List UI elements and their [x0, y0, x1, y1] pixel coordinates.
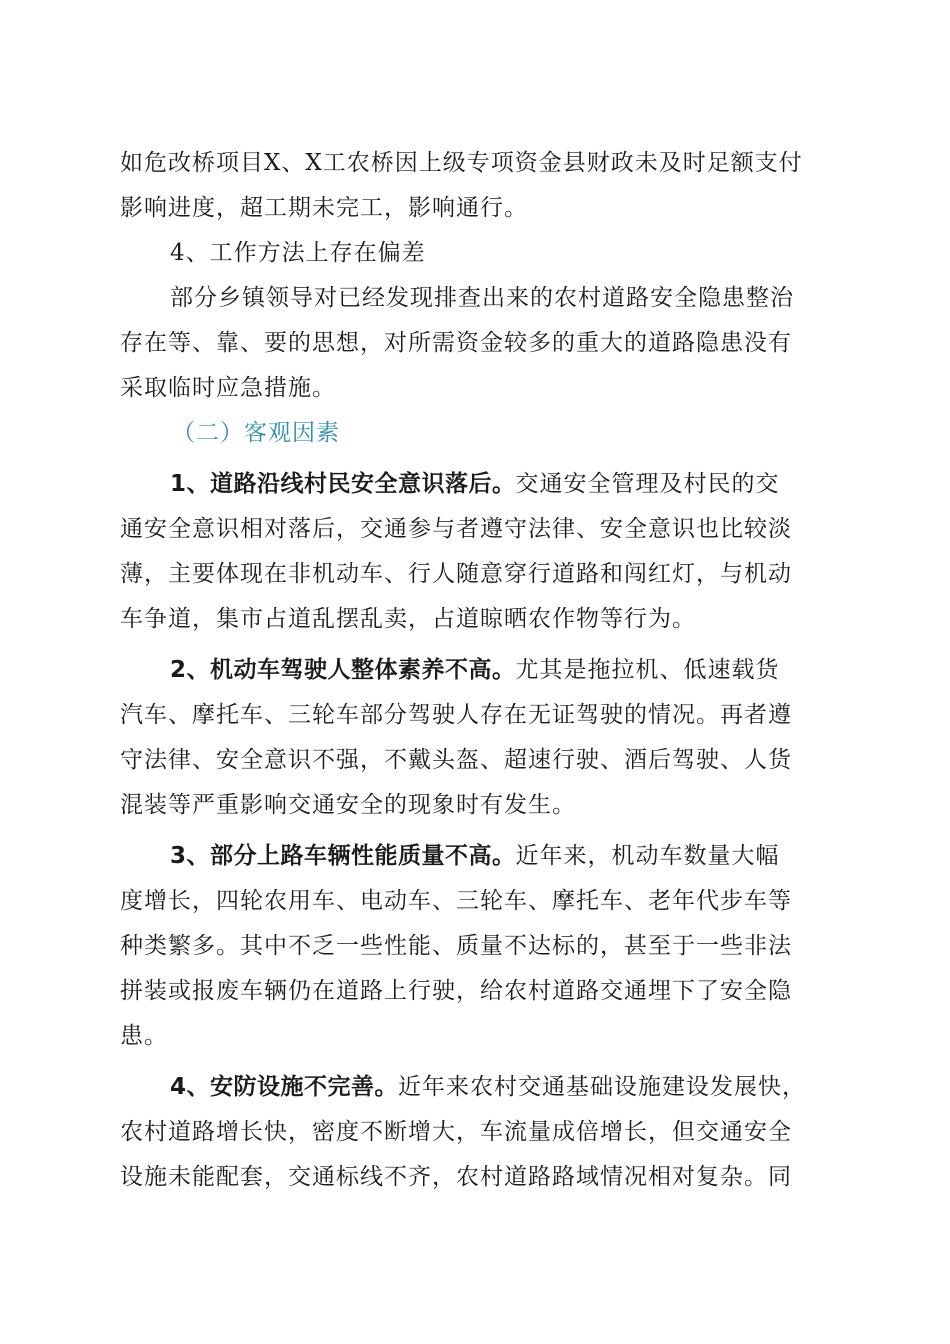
- text-line: 度增长，四轮农用车、电动车、三轮车、摩托车、老年代步车等: [120, 888, 792, 914]
- intro-paragraph: [120, 141, 820, 231]
- text-line: 守法律、安全意识不强，不戴头盔、超速行驶、酒后驾驶、人货: [120, 747, 792, 773]
- text-line: 混装等严重影响交通安全的现象时有发生。: [120, 792, 576, 818]
- point-paragraph-1: [120, 462, 820, 642]
- point-paragraph-2: [120, 648, 820, 828]
- item4-title: 4、工作方法上存在偏差: [170, 240, 426, 266]
- point-text: 近年来农村交通基础设施建设发展快，: [398, 1074, 807, 1100]
- point-lead: 4、安防设施不完善。: [170, 1074, 399, 1100]
- point-text: 尤其是拖拉机、低速载货: [515, 657, 780, 683]
- text-line: 影响进度，超工期未完工，影响通行。: [120, 195, 528, 221]
- text-line: [120, 648, 820, 693]
- section-heading: （二）客观因素: [172, 420, 340, 446]
- text-line: [120, 834, 820, 879]
- text-line: 患。: [120, 1023, 168, 1049]
- text-line: 种类繁多。其中不乏一些性能、质量不达标的，甚至于一些非法: [120, 933, 792, 959]
- text-line: 部分乡镇领导对已经发现排查出来的农村道路安全隐患整治: [170, 285, 794, 311]
- text-line: 汽车、摩托车、三轮车部分驾驶人存在无证驾驶的情况。再者遵: [120, 702, 792, 728]
- point-lead: 1、道路沿线村民安全意识落后。: [170, 471, 516, 497]
- text-line: 通安全意识相对落后，交通参与者遵守法律、安全意识也比较淡: [120, 516, 792, 542]
- text-line: 设施未能配套，交通标线不齐，农村道路路域情况相对复杂。同: [120, 1164, 792, 1190]
- point-lead: 3、部分上路车辆性能质量不高。: [170, 843, 516, 869]
- point-text: 交通安全管理及村民的交: [515, 471, 780, 497]
- text-line: 存在等、靠、要的思想，对所需资金较多的重大的道路隐患没有: [120, 330, 792, 356]
- text-line: [120, 462, 820, 507]
- text-line: [120, 1065, 820, 1110]
- text-line: 拼装或报废车辆仍在道路上行驶，给农村道路交通埋下了安全隐: [120, 978, 792, 1004]
- text-line: 车争道，集市占道乱摆乱卖，占道晾晒农作物等行为。: [120, 606, 696, 632]
- text-line: 农村道路增长快，密度不断增大，车流量成倍增长，但交通安全: [120, 1119, 792, 1145]
- point-text: 近年来，机动车数量大幅: [515, 843, 780, 869]
- point-lead: 2、机动车驾驶人整体素养不高。: [170, 657, 516, 683]
- text-line: 采取临时应急措施。: [120, 375, 336, 401]
- document-body: [120, 141, 820, 1200]
- text-line: 薄，主要体现在非机动车、行人随意穿行道路和闯红灯，与机动: [120, 561, 792, 587]
- point-paragraph-4: [120, 1065, 820, 1200]
- text-line: 如危改桥项目X、X工农桥因上级专项资金县财政未及时足额支付: [120, 150, 803, 176]
- point-paragraph-3: [120, 834, 820, 1059]
- item4-paragraph: [120, 276, 820, 411]
